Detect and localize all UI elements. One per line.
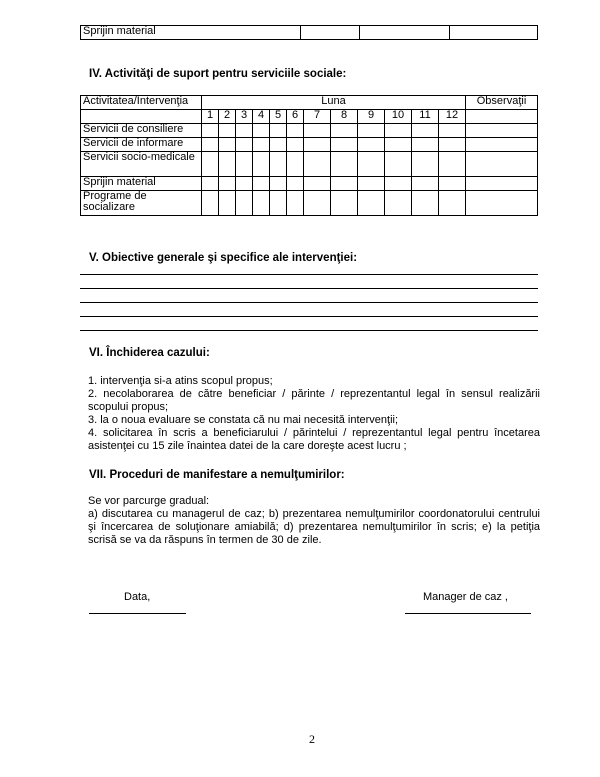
date-signature-line: [89, 613, 186, 614]
table-row: [81, 138, 538, 152]
month-numbers-row: [81, 110, 538, 124]
table-cell: Sprijin material: [81, 26, 301, 40]
page-number: 2: [309, 732, 315, 746]
date-label: Data,: [124, 591, 151, 603]
header-month: Luna: [202, 96, 466, 110]
month-number: 9: [358, 110, 385, 124]
blank-writing-line: [80, 302, 538, 303]
month-number: 10: [385, 110, 412, 124]
case-manager-label: Manager de caz ,: [423, 591, 508, 603]
month-number: 2: [219, 110, 236, 124]
activity-label: Servicii socio-medicale: [81, 152, 202, 177]
header-activity: Activitatea/Intervenţia: [81, 96, 202, 110]
blank-writing-line: [80, 330, 538, 331]
table-cell: [81, 110, 202, 124]
section-v-title: V. Obiective generale şi specifice ale intervenţiei:: [89, 252, 358, 264]
previous-table-fragment: [80, 25, 538, 40]
table-row: [81, 177, 538, 191]
table-cell: [301, 26, 360, 40]
month-number: 1: [202, 110, 219, 124]
activity-label: Servicii de informare: [81, 138, 202, 152]
table-header-row: [81, 96, 538, 110]
month-number: 11: [412, 110, 439, 124]
closing-item: 3. la o noua evaluare se constata că nu mai necesită intervenţii;: [88, 414, 399, 426]
activity-label: Programe de socializare: [81, 191, 202, 216]
month-number: 7: [304, 110, 331, 124]
month-number: 3: [236, 110, 253, 124]
table-cell: [360, 26, 450, 40]
month-number: 8: [331, 110, 358, 124]
table-cell: [450, 26, 538, 40]
manager-signature-line: [405, 613, 531, 614]
section-iv-title: IV. Activităţi de suport pentru serviciile sociale:: [89, 68, 347, 80]
table-row: [81, 191, 538, 216]
month-number: 4: [253, 110, 270, 124]
table-row: [81, 124, 538, 138]
closing-item: 4. solicitarea în scris a beneficiarului / părintelui / reprezentantul legal pentru încetarea asistenţei cu 15 zile înaintea datei de la care doreşte acest lucru ;: [88, 427, 540, 452]
closing-item: 2. necolaborarea de către beneficiar / părinte / reprezentantul legal în sensul realizării scopului propus;: [88, 388, 540, 413]
month-number: 5: [270, 110, 287, 124]
procedure-intro: Se vor parcurge gradual:: [88, 495, 210, 507]
activity-label: Servicii de consiliere: [81, 124, 202, 138]
table-cell: [466, 110, 538, 124]
closing-item: 1. intervenţia si-a atins scopul propus;: [88, 375, 273, 387]
procedure-body: a) discutarea cu managerul de caz; b) prezentarea nemulţumirilor coordonatorului centrului şi încercarea de soluţionare amiabilă; d) prezentarea nemulţumirilor în scris; e) la petiţia scrisă se va da răspuns în termen de 30 de zile.: [88, 508, 540, 546]
table-row: [81, 26, 538, 40]
blank-writing-line: [80, 274, 538, 275]
blank-writing-line: [80, 288, 538, 289]
month-number: 12: [439, 110, 466, 124]
month-number: 6: [287, 110, 304, 124]
header-notes: Observaţii: [466, 96, 538, 110]
section-vi-title: VI. Închiderea cazului:: [89, 347, 210, 359]
blank-writing-line: [80, 316, 538, 317]
activity-label: Sprijin material: [81, 177, 202, 191]
table-row: [81, 152, 538, 177]
section-vii-title: VII. Proceduri de manifestare a nemulţumirilor:: [89, 469, 345, 481]
activities-table: [80, 95, 538, 216]
